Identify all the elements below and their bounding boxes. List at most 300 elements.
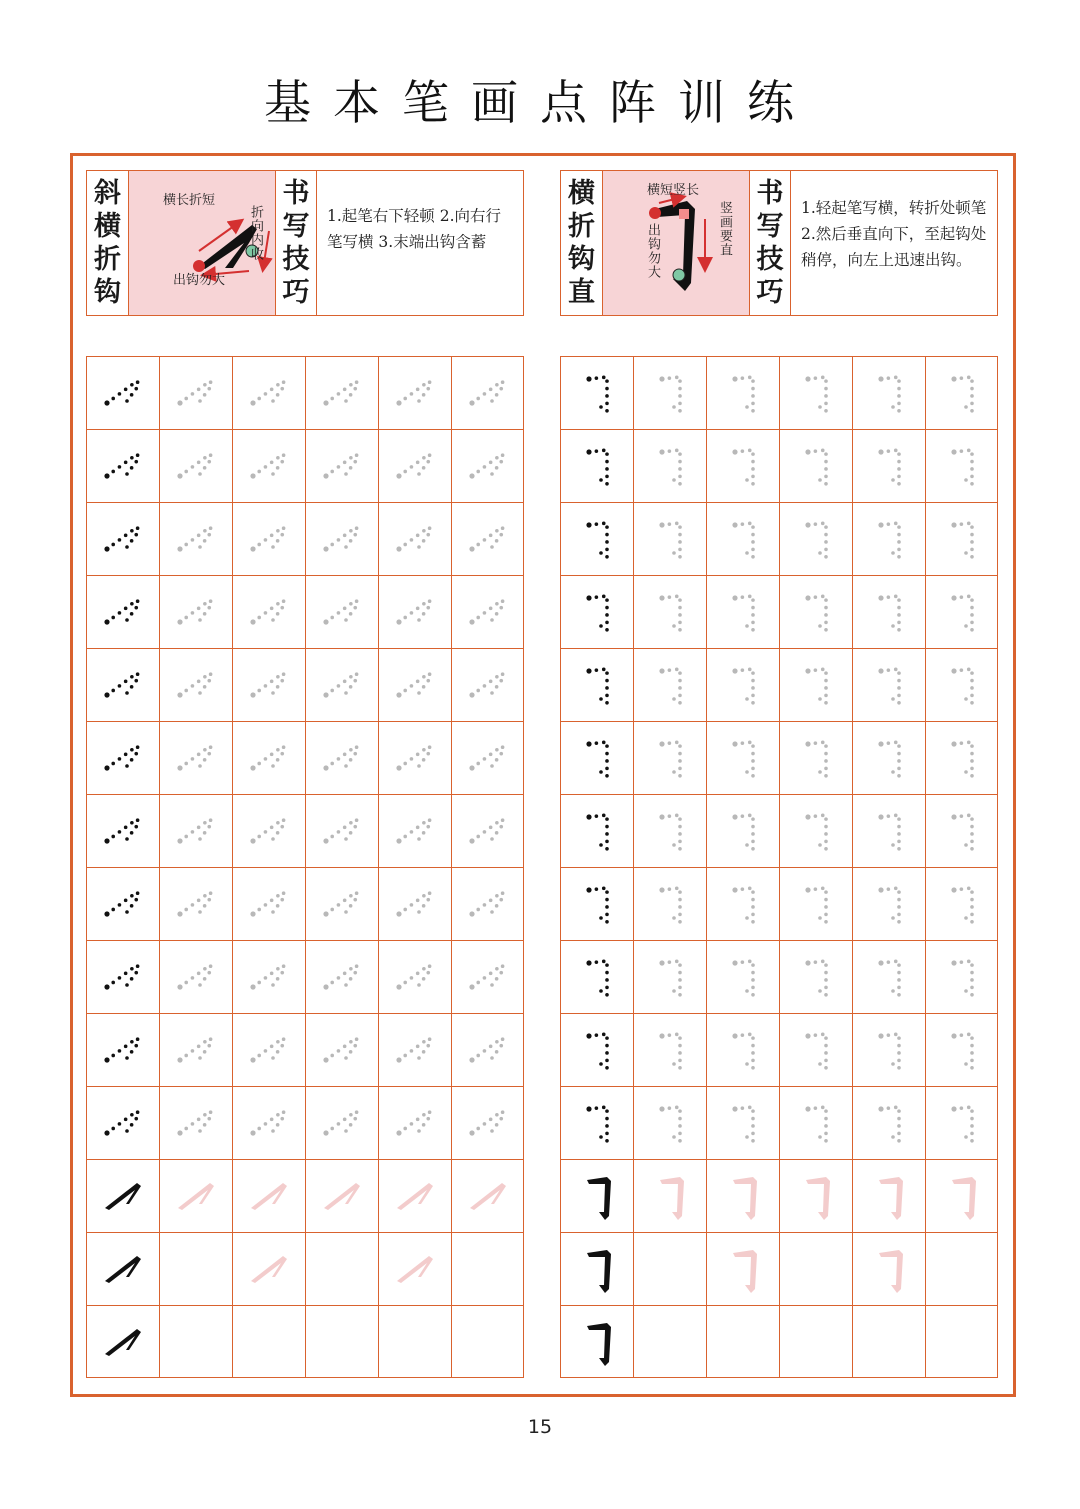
practice-cell[interactable] <box>378 502 451 575</box>
practice-cell[interactable] <box>159 1013 232 1086</box>
practice-cell[interactable] <box>86 648 159 721</box>
guide-dot <box>271 618 275 622</box>
practice-cell[interactable] <box>159 502 232 575</box>
practice-cell[interactable] <box>305 867 378 940</box>
practice-cell[interactable] <box>378 356 451 429</box>
practice-cell[interactable] <box>925 940 998 1013</box>
practice-cell[interactable] <box>378 794 451 867</box>
practice-cell[interactable] <box>779 648 852 721</box>
practice-cell[interactable] <box>232 648 305 721</box>
practice-cell[interactable] <box>232 1305 305 1378</box>
dotted-stroke-guide <box>640 655 700 715</box>
practice-cell[interactable] <box>378 721 451 794</box>
guide-dot <box>897 525 901 529</box>
guide-dot <box>257 1054 261 1058</box>
practice-cell[interactable] <box>706 502 779 575</box>
dotted-stroke-guide <box>93 1020 153 1080</box>
practice-cell[interactable] <box>633 1013 706 1086</box>
dotted-stroke-guide <box>713 655 773 715</box>
practice-cell[interactable] <box>779 794 852 867</box>
guide-dot <box>355 672 359 676</box>
practice-cell[interactable] <box>852 794 925 867</box>
practice-cell[interactable] <box>232 1086 305 1159</box>
practice-cell[interactable] <box>232 721 305 794</box>
practice-cell[interactable] <box>633 940 706 1013</box>
practice-cell[interactable] <box>451 1086 524 1159</box>
guide-dot <box>203 529 207 533</box>
practice-cell[interactable] <box>852 502 925 575</box>
practice-cell[interactable] <box>305 1086 378 1159</box>
practice-cell[interactable] <box>305 356 378 429</box>
guide-dot <box>428 745 432 749</box>
practice-cell[interactable] <box>779 1232 852 1305</box>
practice-cell[interactable] <box>451 721 524 794</box>
practice-cell[interactable] <box>86 1305 159 1378</box>
guide-dot <box>891 697 895 701</box>
guide-dot <box>970 774 974 778</box>
guide-dot <box>821 1106 825 1110</box>
guide-dot <box>403 981 407 985</box>
guide-dot <box>130 1050 134 1054</box>
practice-cell[interactable] <box>633 1232 706 1305</box>
practice-cell[interactable] <box>451 575 524 648</box>
practice-cell[interactable] <box>779 940 852 1013</box>
practice-cell[interactable] <box>159 721 232 794</box>
practice-cell[interactable] <box>779 1305 852 1378</box>
guide-dot <box>894 1033 898 1037</box>
practice-cell[interactable] <box>852 1086 925 1159</box>
dotted-stroke-guide <box>640 582 700 642</box>
guide-dot <box>250 473 255 478</box>
practice-cell[interactable] <box>159 575 232 648</box>
guide-dot <box>349 456 353 460</box>
practice-cell[interactable] <box>925 721 998 794</box>
dotted-stroke-guide <box>93 582 153 642</box>
practice-cell[interactable] <box>633 794 706 867</box>
practice-cell[interactable] <box>86 1232 159 1305</box>
guide-dot <box>337 465 341 469</box>
guide-dot <box>177 1130 182 1135</box>
guide-dot <box>490 910 494 914</box>
practice-cell[interactable] <box>451 940 524 1013</box>
guide-dot <box>428 599 432 603</box>
practice-cell[interactable] <box>560 648 633 721</box>
practice-cell[interactable] <box>560 867 633 940</box>
practice-cell[interactable] <box>633 1305 706 1378</box>
guide-dot <box>741 741 745 745</box>
guide-dot <box>330 397 334 401</box>
practice-cell[interactable] <box>852 429 925 502</box>
guide-dot <box>751 460 755 464</box>
guide-dot <box>271 1056 275 1060</box>
practice-cell[interactable] <box>633 575 706 648</box>
practice-cell[interactable] <box>305 648 378 721</box>
practice-cell[interactable] <box>451 1159 524 1232</box>
practice-cell[interactable] <box>232 794 305 867</box>
diagram-label: 折向内收 <box>248 205 263 261</box>
practice-cell[interactable] <box>378 1232 451 1305</box>
practice-cell[interactable] <box>560 721 633 794</box>
practice-cell[interactable] <box>852 1159 925 1232</box>
practice-cell[interactable] <box>378 867 451 940</box>
practice-cell[interactable] <box>633 356 706 429</box>
guide-dot <box>177 692 182 697</box>
dotted-stroke-guide <box>786 947 846 1007</box>
practice-cell[interactable] <box>305 429 378 502</box>
practice-cell[interactable] <box>86 1159 159 1232</box>
guide-dot <box>970 409 974 413</box>
practice-cell[interactable] <box>779 575 852 648</box>
guide-dot <box>271 837 275 841</box>
guide-dot <box>960 668 964 672</box>
practice-cell[interactable] <box>159 794 232 867</box>
guide-dot <box>586 741 591 746</box>
practice-cell[interactable] <box>378 1086 451 1159</box>
practice-cell[interactable] <box>852 1305 925 1378</box>
practice-cell[interactable] <box>925 867 998 940</box>
practice-cell[interactable] <box>779 502 852 575</box>
practice-cell[interactable] <box>706 429 779 502</box>
practice-cell[interactable] <box>706 356 779 429</box>
practice-cell[interactable] <box>779 356 852 429</box>
guide-dot <box>824 671 828 675</box>
guide-dot <box>586 668 591 673</box>
practice-cell[interactable] <box>925 502 998 575</box>
guide-dot <box>257 981 261 985</box>
practice-cell[interactable] <box>852 867 925 940</box>
practice-cell[interactable] <box>232 1159 305 1232</box>
guide-dot <box>741 814 745 818</box>
practice-cell[interactable] <box>451 1305 524 1378</box>
practice-cell[interactable] <box>378 1305 451 1378</box>
guide-dot <box>426 679 430 683</box>
practice-cell[interactable] <box>378 940 451 1013</box>
practice-cell[interactable] <box>451 1013 524 1086</box>
guide-dot <box>355 1037 359 1041</box>
dotted-stroke-guide <box>932 655 992 715</box>
guide-dot <box>751 467 755 471</box>
stroke-sample <box>567 1166 627 1226</box>
guide-dot <box>605 905 609 909</box>
practice-cell[interactable] <box>159 429 232 502</box>
practice-cell[interactable] <box>305 721 378 794</box>
practice-cell[interactable] <box>779 429 852 502</box>
practice-cell[interactable] <box>159 648 232 721</box>
practice-cell[interactable] <box>305 575 378 648</box>
practice-cell[interactable] <box>560 794 633 867</box>
guide-dot <box>495 977 499 981</box>
guide-dot <box>276 821 280 825</box>
guide-dot <box>897 1109 901 1113</box>
practice-cell[interactable] <box>779 867 852 940</box>
practice-cell[interactable] <box>852 721 925 794</box>
practice-cell[interactable] <box>159 1159 232 1232</box>
guide-dot <box>675 887 679 891</box>
guide-dot <box>130 383 134 387</box>
guide-dot <box>355 818 359 822</box>
practice-cell[interactable] <box>633 429 706 502</box>
practice-cell[interactable] <box>451 648 524 721</box>
practice-cell[interactable] <box>232 356 305 429</box>
practice-cell[interactable] <box>852 940 925 1013</box>
practice-cell[interactable] <box>451 429 524 502</box>
guide-dot <box>136 1037 140 1041</box>
dotted-stroke-guide <box>786 801 846 861</box>
practice-cell[interactable] <box>232 575 305 648</box>
guide-dot <box>469 838 474 843</box>
practice-cell[interactable] <box>232 1013 305 1086</box>
practice-cell[interactable] <box>706 1232 779 1305</box>
practice-cell[interactable] <box>852 648 925 721</box>
guide-dot <box>678 598 682 602</box>
practice-cell[interactable] <box>633 867 706 940</box>
practice-cell[interactable] <box>86 940 159 1013</box>
practice-cell[interactable] <box>706 867 779 940</box>
guide-dot <box>897 986 901 990</box>
practice-cell[interactable] <box>159 1305 232 1378</box>
practice-cell[interactable] <box>305 1305 378 1378</box>
practice-cell[interactable] <box>925 794 998 867</box>
practice-cell[interactable] <box>706 575 779 648</box>
practice-cell[interactable] <box>706 794 779 867</box>
left-stroke-name <box>87 171 129 315</box>
practice-cell[interactable] <box>451 1232 524 1305</box>
guide-dot <box>276 831 280 835</box>
guide-dot <box>897 817 901 821</box>
practice-cell[interactable] <box>633 1159 706 1232</box>
practice-cell[interactable] <box>378 429 451 502</box>
guide-dot <box>970 475 974 479</box>
guide-dot <box>136 453 140 457</box>
practice-cell[interactable] <box>159 356 232 429</box>
practice-cell[interactable] <box>451 502 524 575</box>
guide-dot <box>951 376 956 381</box>
practice-cell[interactable] <box>706 1086 779 1159</box>
tips-title-char: 写 <box>756 211 784 242</box>
practice-cell[interactable] <box>560 1013 633 1086</box>
practice-cell[interactable] <box>925 1013 998 1086</box>
practice-cell[interactable] <box>560 575 633 648</box>
guide-dot <box>104 546 109 551</box>
guide-dot <box>207 752 211 756</box>
practice-cell[interactable] <box>633 502 706 575</box>
practice-cell[interactable] <box>560 429 633 502</box>
guide-dot <box>197 899 201 903</box>
guide-dot <box>824 993 828 997</box>
guide-dot <box>951 449 956 454</box>
guide-dot <box>353 606 357 610</box>
guide-dot <box>668 668 672 672</box>
practice-cell[interactable] <box>779 721 852 794</box>
guide-dot <box>501 1037 505 1041</box>
guide-dot <box>891 478 895 482</box>
practice-cell[interactable] <box>852 356 925 429</box>
practice-cell[interactable] <box>633 1086 706 1159</box>
guide-dot <box>349 602 353 606</box>
practice-cell[interactable] <box>378 1013 451 1086</box>
guide-dot <box>970 963 974 967</box>
practice-cell[interactable] <box>378 575 451 648</box>
guide-dot <box>970 1051 974 1055</box>
practice-cell[interactable] <box>560 1159 633 1232</box>
tips-text: 1.起笔右下轻顿 2.向右行笔写横 3.末端出钩含蓄 <box>327 207 502 251</box>
practice-cell[interactable] <box>560 1305 633 1378</box>
practice-cell[interactable] <box>633 648 706 721</box>
guide-dot <box>897 898 901 902</box>
practice-cell[interactable] <box>159 867 232 940</box>
guide-dot <box>250 1130 255 1135</box>
guide-dot <box>323 546 328 551</box>
practice-cell[interactable] <box>159 1086 232 1159</box>
practice-cell[interactable] <box>86 502 159 575</box>
practice-cell[interactable] <box>560 356 633 429</box>
practice-cell[interactable] <box>159 940 232 1013</box>
practice-cell[interactable] <box>560 940 633 1013</box>
guide-dot <box>495 602 499 606</box>
guide-dot <box>271 910 275 914</box>
stroke-sample <box>239 1166 299 1226</box>
guide-dot <box>403 1054 407 1058</box>
guide-dot <box>343 753 347 757</box>
dotted-stroke-guide <box>385 801 445 861</box>
practice-cell[interactable] <box>86 1086 159 1159</box>
practice-cell[interactable] <box>852 1232 925 1305</box>
practice-cell[interactable] <box>560 1232 633 1305</box>
guide-dot <box>124 826 128 830</box>
stroke-sample <box>859 1239 919 1299</box>
practice-cell[interactable] <box>560 1086 633 1159</box>
guide-dot <box>349 539 353 543</box>
practice-cell[interactable] <box>451 356 524 429</box>
guide-dot <box>751 452 755 456</box>
guide-dot <box>751 540 755 544</box>
guide-dot <box>970 379 974 383</box>
guide-dot <box>678 1132 682 1136</box>
practice-cell[interactable] <box>706 721 779 794</box>
dotted-stroke-guide <box>932 1093 992 1153</box>
practice-cell[interactable] <box>706 1305 779 1378</box>
practice-cell[interactable] <box>232 502 305 575</box>
practice-cell[interactable] <box>86 575 159 648</box>
practice-cell[interactable] <box>305 940 378 1013</box>
guide-dot <box>499 825 503 829</box>
guide-dot <box>276 539 280 543</box>
guide-dot <box>745 551 749 555</box>
guide-dot <box>951 1033 956 1038</box>
guide-dot <box>426 971 430 975</box>
practice-cell[interactable] <box>706 1013 779 1086</box>
practice-cell[interactable] <box>706 648 779 721</box>
guide-dot <box>668 960 672 964</box>
stroke-name-char: 横 <box>568 178 595 209</box>
practice-cell[interactable] <box>925 356 998 429</box>
dotted-stroke-guide <box>385 728 445 788</box>
guide-dot <box>897 840 901 844</box>
stroke-sample <box>93 1166 153 1226</box>
practice-cell[interactable] <box>86 1013 159 1086</box>
guide-dot <box>970 993 974 997</box>
practice-cell[interactable] <box>925 1159 998 1232</box>
practice-cell[interactable] <box>232 429 305 502</box>
practice-cell[interactable] <box>560 502 633 575</box>
practice-cell[interactable] <box>925 429 998 502</box>
guide-dot <box>824 686 828 690</box>
practice-cell[interactable] <box>706 940 779 1013</box>
guide-dot <box>426 533 430 537</box>
practice-cell[interactable] <box>633 721 706 794</box>
practice-cell[interactable] <box>86 721 159 794</box>
practice-cell[interactable] <box>232 1232 305 1305</box>
practice-cell[interactable] <box>779 1086 852 1159</box>
guide-dot <box>967 960 971 964</box>
practice-cell[interactable] <box>305 794 378 867</box>
practice-cell[interactable] <box>706 1159 779 1232</box>
practice-cell[interactable] <box>852 1013 925 1086</box>
practice-cell[interactable] <box>86 867 159 940</box>
guide-dot <box>824 555 828 559</box>
guide-dot <box>824 694 828 698</box>
practice-cell[interactable] <box>305 1232 378 1305</box>
practice-cell[interactable] <box>852 575 925 648</box>
dotted-stroke-guide <box>166 874 226 934</box>
guide-dot <box>276 685 280 689</box>
practice-cell[interactable] <box>925 1086 998 1159</box>
guide-dot <box>818 624 822 628</box>
practice-cell[interactable] <box>451 794 524 867</box>
practice-cell[interactable] <box>779 1159 852 1232</box>
practice-cell[interactable] <box>305 1159 378 1232</box>
guide-dot <box>130 685 134 689</box>
guide-dot <box>125 472 129 476</box>
practice-cell[interactable] <box>86 429 159 502</box>
practice-cell[interactable] <box>925 1232 998 1305</box>
guide-dot <box>280 606 284 610</box>
practice-cell[interactable] <box>925 648 998 721</box>
guide-dot <box>191 903 195 907</box>
guide-dot <box>887 668 891 672</box>
practice-cell[interactable] <box>925 1305 998 1378</box>
guide-dot <box>191 1049 195 1053</box>
guide-dot <box>118 830 122 834</box>
guide-dot <box>134 679 138 683</box>
guide-dot <box>741 887 745 891</box>
practice-cell[interactable] <box>86 356 159 429</box>
guide-dot <box>897 920 901 924</box>
practice-cell[interactable] <box>232 940 305 1013</box>
guide-dot <box>349 894 353 898</box>
guide-dot <box>599 1062 603 1066</box>
guide-dot <box>878 1033 883 1038</box>
practice-cell[interactable] <box>451 867 524 940</box>
tips-title <box>276 171 317 315</box>
guide-dot <box>745 697 749 701</box>
guide-dot <box>605 963 609 967</box>
practice-cell[interactable] <box>305 502 378 575</box>
practice-cell[interactable] <box>925 575 998 648</box>
guide-dot <box>476 689 480 693</box>
practice-cell[interactable] <box>779 1013 852 1086</box>
practice-cell[interactable] <box>378 648 451 721</box>
practice-cell[interactable] <box>232 867 305 940</box>
dotted-stroke-guide <box>713 947 773 1007</box>
guide-dot <box>349 685 353 689</box>
guide-dot <box>960 1106 964 1110</box>
practice-cell[interactable] <box>378 1159 451 1232</box>
practice-cell[interactable] <box>86 794 159 867</box>
practice-cell[interactable] <box>159 1232 232 1305</box>
guide-dot <box>270 972 274 976</box>
practice-cell[interactable] <box>305 1013 378 1086</box>
